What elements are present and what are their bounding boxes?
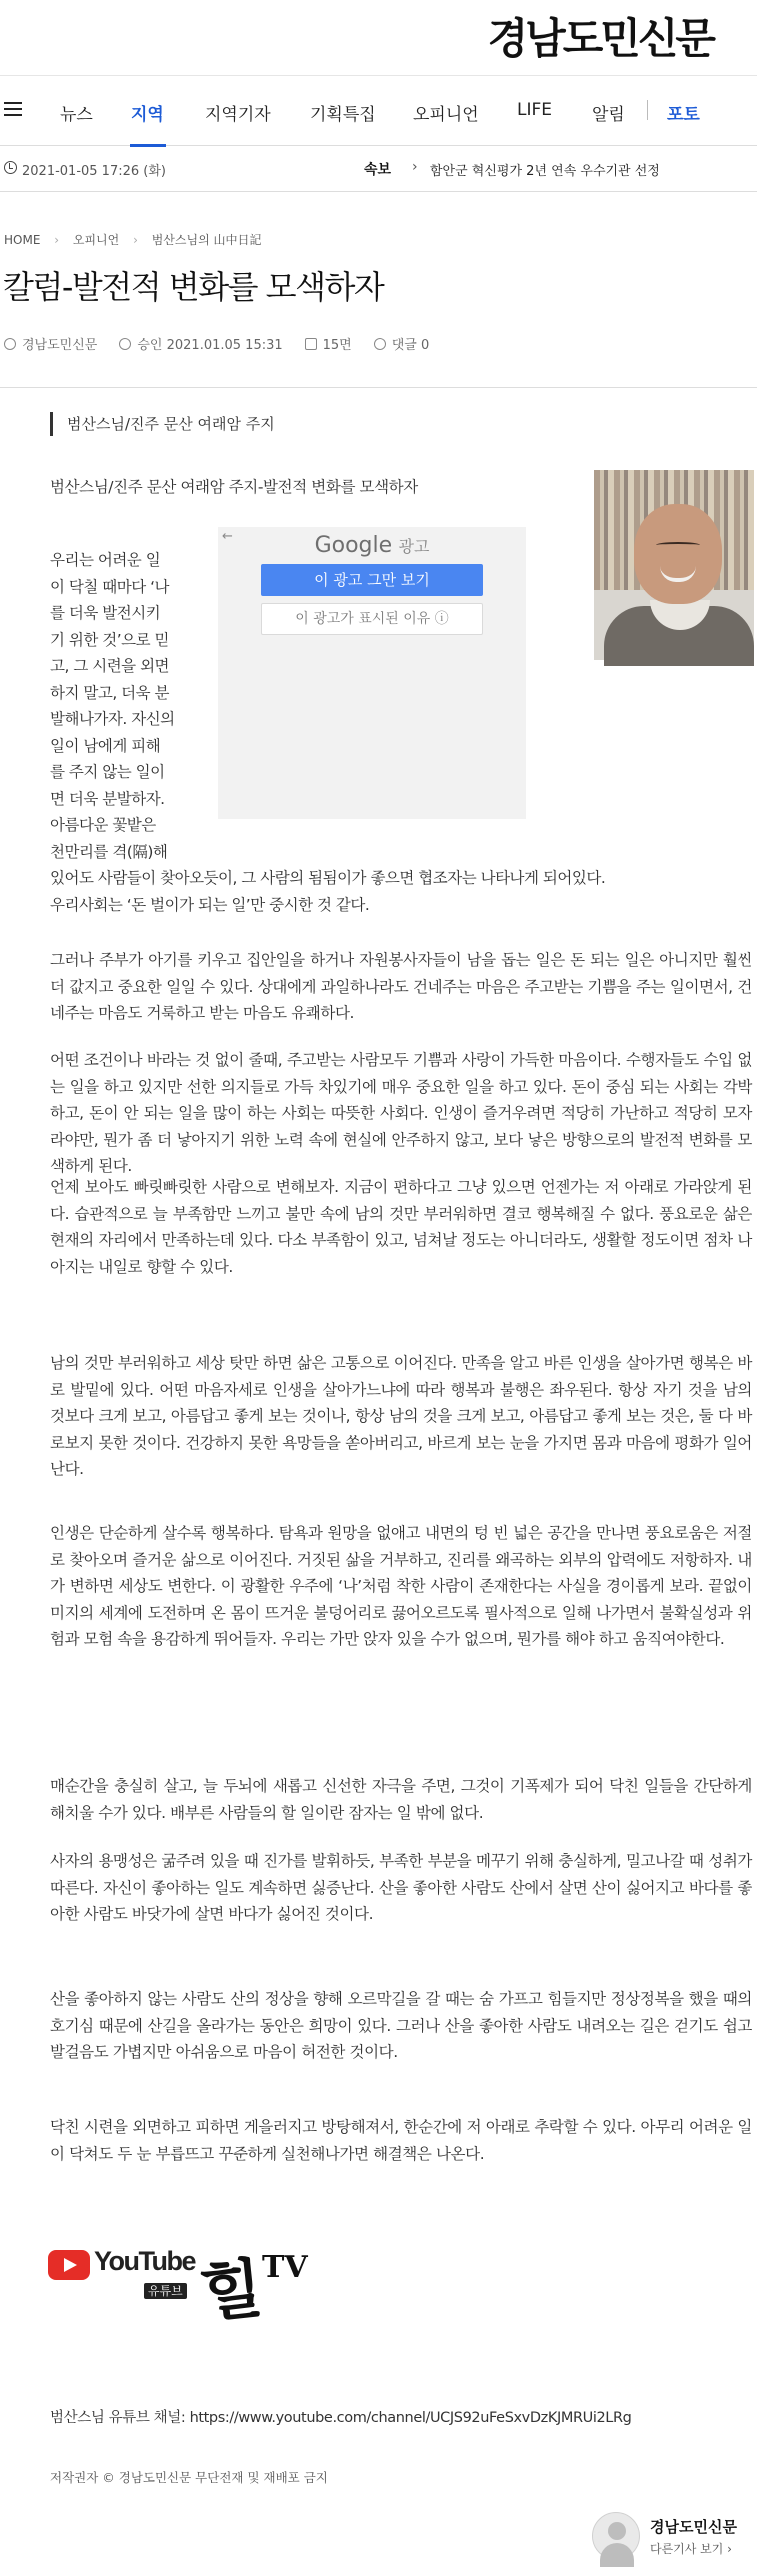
article-paragraph: 언제 보아도 빠릿빠릿한 사람으로 변해보자. 지금이 편하다고 그냥 있으면 언젠가는 저 아래로 가라앉게 된다. 습관적으로 늘 부족함만 느끼고 불만 속에 남의 것만 부러워하면 결코 행복해질 수 없다. 풍요로운 삶은 현재의 자리에서 만족하는데 있다. 다소 부족함이 있고, 넘쳐날 정도는 아니더라도, 생활할 정도이면 점차 나아지는 내일로 향할 수 있다. — [50, 1178, 752, 1276]
article-text-line: 우리는 어려운 일 — [50, 551, 161, 569]
breadcrumb-section[interactable]: 범산스님의 山中日記 — [151, 233, 262, 247]
current-date: 2021-01-05 17:26 (화) — [22, 164, 166, 179]
nav-item-region[interactable]: 지역 — [131, 105, 164, 125]
article-text-line: 고, 그 시련을 외면 — [50, 657, 170, 675]
article-paragraph: 사자의 용맹성은 굶주려 있을 때 진가를 발휘하듯, 부족한 부분을 메꾸기 위해 충실하게, 밀고나갈 때 성취가 따른다. 자신이 좋아하는 일도 계속하면 싫증난다. 산을 좋아한 사람도 산에서 살면 산이 싫어지고 바다를 좋아한 사람도 바닷가에 살면 바다가 싫어진 것이다. — [50, 1852, 752, 1923]
chevron-right-icon: › — [412, 159, 418, 175]
breaking-ticker — [0, 146, 757, 192]
article-paragraph: 산을 좋아하지 않는 사람도 산의 정상을 향해 오르막길을 갈 때는 숨 가프고 힘들지만 정상정복을 했을 때의 호기심 때문에 산길을 올라가는 동안은 희망이 있다. 그러나 산을 좋아한 사람도 내려오는 길은 걷기도 쉽고 발걸음도 가볍지만 아쉬움으로 마음이 허전한 것이다. — [50, 1990, 752, 2061]
article-page: 15면 — [322, 338, 352, 353]
breaking-label: 속보 — [364, 162, 392, 178]
more-articles-link[interactable]: 다른기사 보기 › — [650, 2542, 732, 2556]
article-text-line: 있어도 사람들이 찾아오듯이, 그 사람의 됨됨이가 좋으면 협조자는 나타나게 되어있다. — [50, 869, 606, 887]
article-text-line: 천만리를 격(隔)해 — [50, 842, 168, 861]
divider — [0, 387, 757, 388]
article-paragraph: 그러나 주부가 아기를 키우고 집안일을 하거나 자원봉사자들이 남을 돕는 일은 돈 되는 일은 아니지만 훨씬 더 값지고 중요한 일일 수 있다. 상대에게 과일하나라도 건네주는 마음은 주고받는 기쁨을 주는 일이면서, 건네주는 마음도 거룩하고 받는 마음도 유쾌하다. — [50, 951, 752, 1022]
article-approved: 승인 2021.01.05 15:31 — [137, 338, 283, 353]
chevron-right-icon: › — [54, 233, 60, 247]
comment-icon — [374, 338, 386, 350]
heal-tv-logo[interactable]: 힐 — [196, 2251, 263, 2332]
heal-tv-label: TV — [262, 2250, 308, 2285]
breadcrumb — [4, 231, 272, 248]
article-paragraph: 매순간을 충실히 살고, 늘 두뇌에 새롭고 신선한 자극을 주면, 그것이 기폭제가 되어 닥친 일들을 간단하게 해치울 수가 있다. 배부른 사람들의 할 일이란 잠자는 일 밖에 없다. — [50, 1777, 752, 1822]
article-paragraph: 어떤 조건이나 바라는 것 없이 줄때, 주고받는 사람모두 기쁨과 사랑이 가득한 마음이다. 수행자들도 수입 없는 일을 하고 있지만 선한 의지들로 가득 차있기에 매우 중요한 일을 하고 있다. 돈이 중심 되는 사회는 각박하고, 돈이 안 되는 일을 많이 하는 사회는 따뜻한 사회다. 인생이 즐거우려면 적당히 가난하고 적당히 모자라야만, 뭔가 좀 더 낳아지기 위한 노력 속에 현실에 안주하지 않고, 보다 낳은 방향으로의 발전적 변화를 모색하게 된다. — [50, 1051, 752, 1175]
article-text-line: 기 위한 것’으로 믿 — [50, 630, 170, 649]
clock-icon — [119, 338, 131, 350]
ad-brand: Google 광고 — [314, 533, 430, 558]
article-paragraph: 인생은 단순하게 살수록 행복하다. 탐욕과 원망을 없애고 내면의 텅 빈 넓은 공간을 만나면 풍요로움은 저절로 찾아오며 즐거운 삶으로 이어진다. 거짓된 삶을 거부하고, 진리를 왜곡하는 외부의 압력에도 저항하자. 내가 변하면 세상도 변한다. 이 광활한 우주에 ‘나’처럼 착한 사람이 존재한다는 사실을 경이롭게 보라. 끝없이 미지의 세계에 도전하며 온 몸이 뜨거운 불덩어리로 끓어오르도록 필사적으로 일해 나가면서 불확실성과 위험과 모험 속을 용감하게 뛰어들자. 우리는 가만 앉자 있을 수가 없으며, 뭔가를 해야 하고 움직여야한다. — [50, 1524, 752, 1648]
article-text-line: 아름다운 꽃밭은 — [50, 816, 156, 834]
article-text-line: 하지 말고, 더욱 분 — [50, 683, 170, 702]
article-text-line: 를 주지 않는 일이 — [50, 763, 165, 781]
article-paragraph: 남의 것만 부러워하고 세상 탓만 하면 삶은 고통으로 이어진다. 만족을 알고 바른 인생을 살아가면 행복은 바로 발밑에 있다. 어떤 마음자세로 인생을 살아가느냐에 따라 행복과 불행은 좌우된다. 항상 자기 것을 남의 것보다 크게 보고, 아름답고 좋게 보는 것이나, 항상 남의 것을 크게 보고, 아름답고 좋게 보는 것은, 둘 다 바로보지 못한 것이다. 건강하지 못한 욕망들을 쏟아버리고, 바르게 보는 눈을 가지면 몸과 마음에 평화가 일어난다. — [50, 1354, 752, 1478]
avatar — [592, 2512, 640, 2560]
stop-ad-button[interactable]: 이 광고 그만 보기 — [261, 564, 483, 596]
article-text-line: 발해나가자. 자신의 — [50, 710, 175, 728]
article-text-line: 면 더욱 분발하자. — [50, 789, 165, 808]
back-arrow-icon[interactable]: ← — [222, 529, 233, 544]
article-text-line: 일이 남에게 피해 — [50, 736, 161, 755]
nav-item-photo[interactable]: 포토 — [667, 105, 700, 125]
page-icon — [305, 338, 317, 350]
reporter-name: 경남도민신문 — [650, 2518, 737, 2536]
chevron-right-icon: › — [133, 233, 138, 247]
nav-item-notice[interactable]: 알림 — [592, 105, 625, 125]
breadcrumb-opinion[interactable]: 오피니언 — [72, 233, 120, 247]
article-author[interactable]: 경남도민신문 — [22, 338, 98, 353]
article-subhead: 범산스님/진주 문산 여래암 주지 — [50, 412, 275, 436]
article-comments[interactable]: 댓글 0 — [391, 338, 430, 353]
nav-divider — [647, 100, 648, 120]
article-text-line: 이 닥칠 때마다 ‘나 — [50, 577, 170, 596]
breaking-headline[interactable]: 함안군 혁신평가 2년 연속 우수기관 선정 — [430, 164, 660, 179]
article-meta — [4, 334, 451, 353]
article-intro: 범산스님/진주 문산 여래암 주지-발전적 변화를 모색하자 — [50, 478, 418, 496]
nav-item-life[interactable]: LIFE — [517, 100, 553, 120]
nav-item-news[interactable]: 뉴스 — [60, 105, 93, 125]
youtube-play-icon — [48, 2250, 90, 2280]
reporter-card[interactable] — [592, 2508, 752, 2564]
page: 경남도민신문 뉴스 지역 지역기자 기획특집 오피니언 LIFE 알림 포토 2021-01-05 17:26 (화) 속보 › 함안군 혁신평가 2년 연속 우수기관 선정 HOME › 오피니언 › 범산스님의 山中日記 칼럼-발전적 변화를 모색하자 경남도민신문 승인 2021.01.05 15:31 15면 댓글 0 범산스님/진주 문산 여래암 주지 범산스님/진주 문산 여래암 주지-발전적 변화를 모색하자 ← Google 광고 이 광고 그만 보기 이 광고가 표시된 이유 ⓘ 우리는 어려운 일 이 닥칠 때마다 ‘나 를 더욱 발전시키 기 위한 것’으로 믿 고, 그 시련을 외면 하지 말고, 더욱 분 발해나가자. 자신의 일이 남에게 피해 를 주지 않는 일이 면 더욱 분발하자. 아름다운 꽃밭은 천만리를 격(隔)해 있어도 사람들이 찾아오듯이, 그 사람의 됨됨이가 좋으면 협조자는 나타나게 되어있다. 우리사회는 ‘돈 벌이가 되는 일’만 중시한 것 같다. 그러나 주부가 아기를 키우고 집안일을 하거나 자원봉사자들이 남을 돕는 일은 돈 되는 일은 아니지만 훨씬 더 값지고 중요한 일일 수 있다. 상대에게 과일하나라도 건네주는 마음은 주고받는 기쁨을 주는 일이면서, 건네주는 마음도 거룩하고 받는 마음도 유쾌하다. 어떤 조건이나 바라는 것 없이 줄때, 주고받는 사람모두 기쁨과 사랑이 가득한 마음이다. 수행자들도 수입 없는 일을 하고 있지만 선한 의지들로 가득 차있기에 매우 중요한 일을 하고 있다. 돈이 중심 되는 사회는 각박하고, 돈이 안 되는 일을 많이 하는 사회는 따뜻한 사회다. 인생이 즐거우려면 적당히 가난하고 적당히 모자라야만, 뭔가 좀 더 낳아지기 위한 노력 속에 현실에 안주하지 않고, 보다 낳은 방향으로의 발전적 변화를 모색하게 된다. 언제 보아도 빠릿빠릿한 사람으로 변해보자. 지금이 편하다고 그냥 있으면 언젠가는 저 아래로 가라앉게 된다. 습관적으로 늘 부족함만 느끼고 불만 속에 남의 것만 부러워하면 결코 행복해질 수 없다. 풍요로운 삶은 현재의 자리에서 만족하는데 있다. 다소 부족함이 있고, 넘쳐날 정도는 아니더라도, 생활할 정도이면 점차 나아지는 내일로 향할 수 있다. 남의 것만 부러워하고 세상 탓만 하면 삶은 고통으로 이어진다. 만족을 알고 바른 인생을 살아가면 행복은 바로 발밑에 있다. 어떤 마음자세로 인생을 살아가느냐에 따라 행복과 불행은 좌우된다. 항상 자기 것을 남의 것보다 크게 보고, 아름답고 좋게 보는 것이나, 항상 남의 것을 크게 보고, 아름답고 좋게 보는 것은, 둘 다 바로보지 못한 것이다. 건강하지 못한 욕망들을 쏟아버리고, 바르게 보는 눈을 가지면 몸과 마음에 평화가 일어난다. 인생은 단순하게 살수록 행복하다. 탐욕과 원망을 없애고 내면의 텅 빈 넓은 공간을 만나면 풍요로움은 저절로 찾아오며 즐거운 삶으로 이어진다. 거짓된 삶을 거부하고, 진리를 왜곡하는 외부의 압력에도 저항하자. 내가 변하면 세상도 변한다. 이 광활한 우주에 ‘나’처럼 착한 사람이 존재한다는 사실을 경이롭게 보라. 끝없이 미지의 세계에 도전하며 온 몸이 뜨거운 불덩어리로 끓어오르도록 필사적으로 일해 나가면서 불확실성과 위험과 모험 속을 용감하게 뛰어들자. 우리는 가만 앉자 있을 수가 없으며, 뭔가를 해야 하고 움직여야한다. 매순간을 충실히 살고, 늘 두뇌에 새롭고 신선한 자극을 주면, 그것이 기폭제가 되어 닥친 일들을 간단하게 해치울 수가 있다. 배부른 사람들의 할 일이란 잠자는 일 밖에 없다. 사자의 용맹성은 굶주려 있을 때 진가를 발휘하듯, 부족한 부분을 메꾸기 위해 충실하게, 밀고나갈 때 성취가 따른다. 자신이 좋아하는 일도 계속하면 싫증난다. 산을 좋아한 사람도 산에서 살면 산이 싫어지고 바다를 좋아한 사람도 바닷가에 살면 바다가 싫어진 것이다. 산을 좋아하지 않는 사람도 산의 정상을 향해 오르막길을 갈 때는 숨 가프고 힘들지만 정상정복을 했을 때의 호기심 때문에 산길을 올라가는 동안은 희망이 있다. 그러나 산을 좋아한 사람도 내려오는 길은 걷기도 쉽고 발걸음도 가볍지만 아쉬움으로 마음이 허전한 것이다. 닥친 시련을 외면하고 피하면 게을러지고 방탕해져서, 한순간에 저 아래로 추락할 수 있다. 아무리 어려운 일이 닥쳐도 두 눈 부릅뜨고 꾸준하게 실천해나가면 해결책은 나온다. YouTube 유튜브 힐 TV 범산스님 유튜브 채널: https://www.youtube.com/channel/UCJS92uFeSxvDzKJMRUi2LRg 저작권자 © 경남도민신문 무단전재 및 재배포 금지 경남도민신문 다른기사 보기 › — [0, 0, 757, 2569]
nav-item-opinion[interactable]: 오피니언 — [413, 105, 479, 125]
article-text-line: 우리사회는 ‘돈 벌이가 되는 일’만 중시한 것 같다. — [50, 895, 370, 914]
user-icon — [4, 338, 16, 350]
main-nav — [0, 76, 757, 146]
youtube-channel-link[interactable]: 범산스님 유튜브 채널: https://www.youtube.com/channel/UCJS92uFeSxvDzKJMRUi2LRg — [50, 2410, 632, 2426]
header — [0, 0, 757, 76]
clock-icon — [4, 161, 17, 174]
article-text-line: 를 더욱 발전시키 — [50, 604, 161, 622]
menu-icon[interactable] — [4, 102, 22, 116]
author-photo — [594, 470, 754, 660]
nav-item-region-reporter[interactable]: 지역기자 — [205, 105, 271, 125]
article-paragraph: 닥친 시련을 외면하고 피하면 게을러지고 방탕해져서, 한순간에 저 아래로 추락할 수 있다. 아무리 어려운 일이 닥쳐도 두 눈 부릅뜨고 꾸준하게 실천해나가면 해결책은 나온다. — [50, 2118, 752, 2163]
google-ad — [218, 527, 526, 819]
why-ad-button[interactable]: 이 광고가 표시된 이유 ⓘ — [261, 603, 483, 635]
nav-item-features[interactable]: 기획특집 — [310, 105, 376, 125]
copyright-notice: 저작권자 © 경남도민신문 무단전재 및 재배포 금지 — [50, 2470, 328, 2485]
article-title: 칼럼-발전적 변화를 모색하자 — [3, 268, 384, 306]
site-logo[interactable]: 경남도민신문 — [487, 14, 713, 63]
breadcrumb-home[interactable]: HOME — [4, 233, 41, 247]
